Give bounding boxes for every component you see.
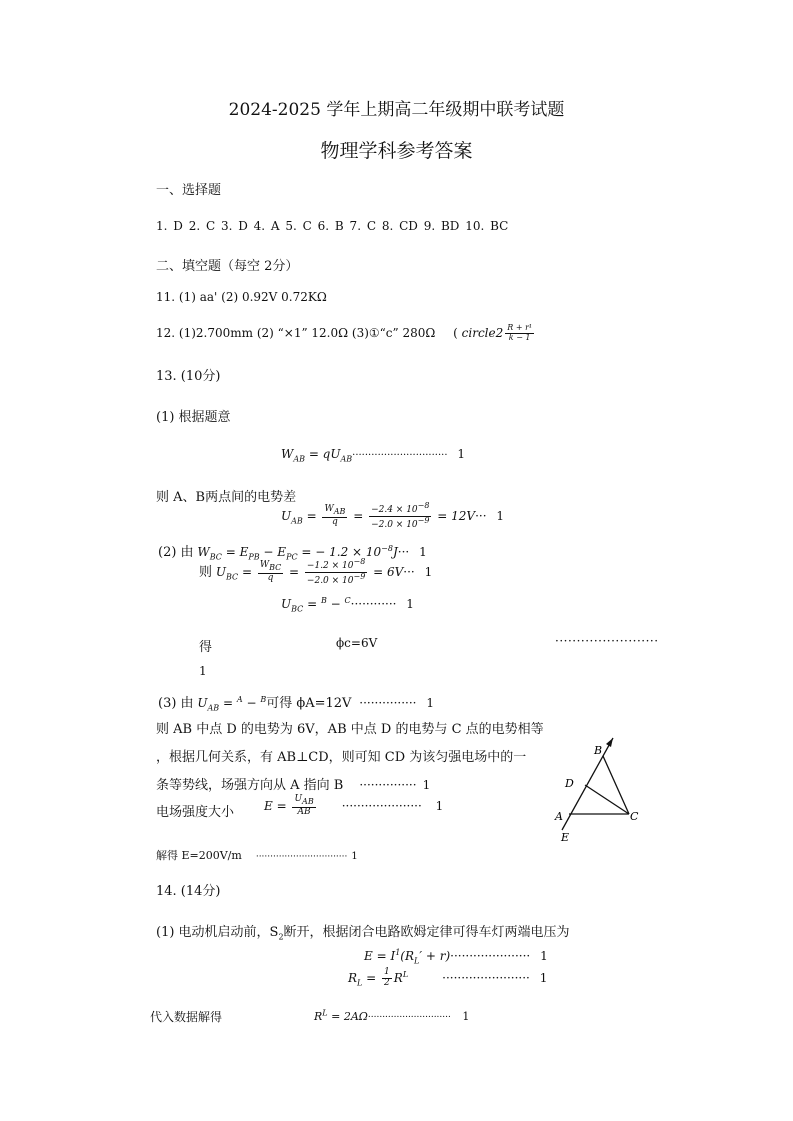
answer-q11: 11. (1) aa' (2) 0.92V 0.72KΩ: [156, 290, 327, 304]
eq-u-bc: 则 $U_{BC}$ = $\frac{\text{WBC}}{q}$ = $\frac{-1.2 \times 10-8}{-2.0 \times 10-9}$ = 6V··· 1: [199, 557, 433, 586]
section-choice-heading: 一、选择题: [156, 183, 222, 198]
eq-e-circuit: $E = I^1(R_L' + r)\cdot\cdot\cdot\cdot\cdot\cdot\cdot\cdot\cdot\cdot\cdot\cdot\cdot\cdot\cdot\cdot\cdot\cdot\cdot\cdot\cdot 1$: [364, 948, 548, 966]
eq-e: E = $\frac{\text{UAB}}{AB}$ ····················· 1: [264, 794, 444, 817]
page-title: 2024-2025 学年上期高二年级期中联考试题: [228, 100, 565, 120]
label-a: A: [555, 810, 563, 823]
eq-u-ab-phi: (3) 由 $U_{AB} = ^A - ^B$可得 ϕA=12V ··············· 1: [158, 695, 434, 713]
eq-u-bc-potential: $U_{BC} = ^B - ^C\cdot\cdot\cdot\cdot\cdot\cdot\cdot\cdot\cdot\cdot\cdot\cdot 1$: [281, 596, 414, 614]
eq-u-ab: $U_{AB}$ = $\frac{\text{WAB}}{q}$ = $\frac{-2.4 \times 10-8}{-2.0 \times 10-9}$ = 12V··· 1: [281, 501, 504, 530]
answer-q12-num: R + r¹: [507, 323, 533, 332]
label-c: C: [630, 810, 639, 823]
page-subtitle: 物理学科参考答案: [320, 140, 473, 162]
eq-w-ab: $W_{AB} = qU_{AB}\cdot\cdot\cdot\cdot\cdot\cdot\cdot\cdot\cdot\cdot\cdot\cdot\cdot\cdot\cdot\cdot\cdot\cdot\cdot\cdot\cdot\cdot\cdot\cdot\cdot\cdot\cdot\cdot\cdot\cdot 1$: [281, 447, 465, 464]
eq-rl-result: $R^L = 2A\Omega\cdot\cdot\cdot\cdot\cdot\cdot\cdot\cdot\cdot\cdot\cdot\cdot\cdot\cdot\cdot\cdot\cdot\cdot\cdot\cdot\cdot\cdot\cdot\cdot\cdot\cdot\cdot\cdot\cdot 1$: [314, 1008, 470, 1023]
q13-solution: 解得 E=200V/m ································ 1: [156, 849, 358, 862]
label-e: E: [561, 831, 570, 844]
substitution-label: 代入数据解得: [150, 1010, 223, 1024]
q13-part1-text: 则 A、B两点间的电势差: [156, 490, 297, 505]
answer-q12-den: k − 1: [508, 332, 531, 342]
eq-w-bc: (2) 由 $W_{BC} = E_{PB} - E_{PC}$ = − $1.2 \times 10^{-8}J\cdot\cdot\cdot 1$: [158, 544, 427, 562]
eq-rl: $R_L$ = $\frac{1}{2}$ $R^L$ ······················· 1: [348, 967, 548, 988]
choice-answers: 1. D 2. C 3. D 4. A 5. C 6. B 7. C 8. CD 9. BD 10. BC: [156, 219, 509, 233]
q13-text-line1: 则 AB 中点 D 的电势为 6V，AB 中点 D 的电势与 C 点的电势相等: [156, 722, 544, 737]
label-b: B: [594, 744, 603, 757]
answer-q12-paren: (: [453, 325, 458, 340]
answer-q12: [156, 324, 536, 343]
phi-c-label: 得: [199, 640, 213, 655]
phi-c-value: ϕc=6V: [336, 636, 378, 650]
q14-heading: 14. (14分): [156, 884, 221, 899]
q13-text-line3: 条等势线，场强方向从 A 指向 B ··············· 1: [156, 778, 431, 793]
label-d: D: [565, 777, 574, 790]
q13-text-line4: 电场强度大小: [156, 805, 235, 820]
field-arrow-icon: [606, 738, 613, 747]
triangle-field-diagram: [545, 732, 645, 844]
answer-q12-circle: circle2: [461, 325, 504, 340]
phi-c-dots: ························: [555, 634, 659, 648]
q14-part1-text: (1) 电动机启动前，$S_2$断开，根据闭合电路欧姆定律可得车灯两端电压为: [156, 925, 570, 942]
q13-part1-label: (1) 根据题意: [156, 410, 231, 425]
q13-heading: 13. (10分): [156, 369, 221, 384]
answer-q12-text: 12. (1)2.700mm (2) “×1” 12.0Ω (3)①“c” 280Ω: [156, 325, 436, 340]
section-fill-heading: 二、填空题（每空 2分）: [156, 259, 299, 274]
q13-text-line2: ，根据几何关系，有 AB⊥CD，则可知 CD 为该匀强电场中的一: [156, 750, 527, 765]
phi-c-score: 1: [199, 664, 207, 678]
